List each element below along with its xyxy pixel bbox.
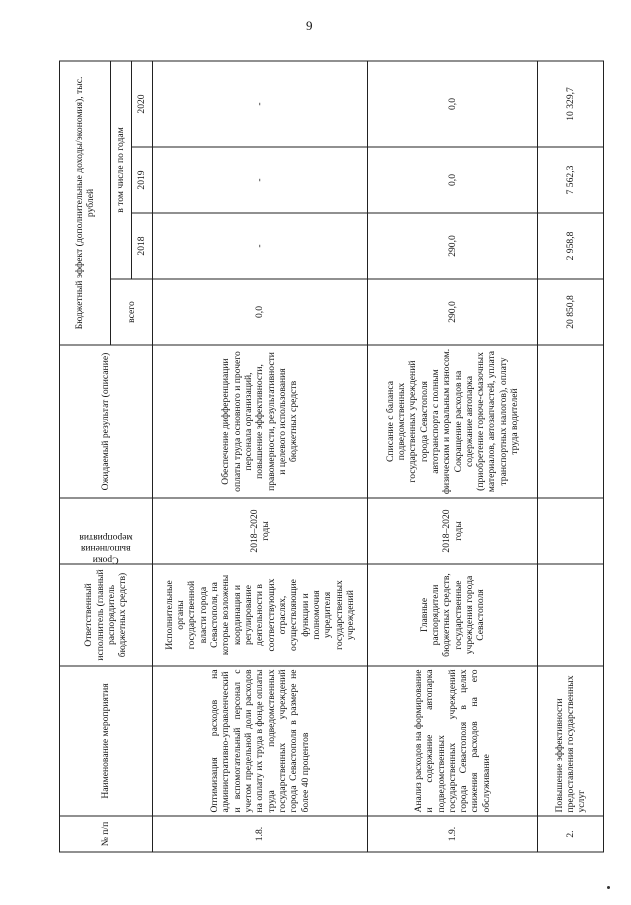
row-2018: 290,0 [368,213,538,279]
row-2019: - [153,147,368,213]
row-2018: - [153,213,368,279]
row-2019: 0,0 [368,147,538,213]
scan-speck [607,886,610,889]
budget-measures-table [59,60,604,852]
row-2020: 0,0 [368,61,538,147]
row-result [538,345,604,498]
row-total: 290,0 [368,279,538,345]
header-result: Ожидаемый результат (описание) [60,345,153,498]
header-num: № п/п [60,816,153,852]
row-num: 2. [538,816,604,852]
header-effect: Бюджетный эффект (дополнительные доходы/экономия), тыс. рублей [60,61,111,345]
row-name: Анализ расходов на формирование и содержание автопарка подведомственных государственных учреждений города Севастополя в целях снижения расходов на его обслуживание [368,666,538,816]
row-result: Списание с баланса подведомственных государственных учреждений города Севастополя автотранспорта с полным физическим и моральным износом. Сокращение расходов на содержание автопарка (приобретение горюче-смазочных материалов, автозапчастей, уплата транспортных налогов), оплату труда водителей [368,345,538,498]
row-executor [538,564,604,666]
header-2019: 2019 [132,147,153,213]
table-row [153,61,368,852]
row-2020: - [153,61,368,147]
row-num: 1.9. [368,816,538,852]
header-name: Наименование мероприятия [60,666,153,816]
row-name: Оптимизация расходов на административно-управленческий и вспомогательный персонал с учетом предельной доли расходов на оплату их труда в фонде оплаты труда подведомственных государственных учреждений города Севастополя в размере не более 40 процентов [153,666,368,816]
row-executor: Исполнительные органы государственной власти города Севастополя, на которые возложены координация и регулирование деятельности в соответствующих отраслях, осуществляющие функции и полномочия учредителя государственных учреждений [153,564,368,666]
row-2020: 10 329,7 [538,61,604,147]
table-row [538,61,604,852]
row-name: Повышение эффективности предоставления государственных услуг [538,666,604,816]
rotated-table-wrapper [59,62,588,853]
header-terms-text: Сроки выполнения мероприятия [79,532,133,566]
row-num: 1.8. [153,816,368,852]
header-executor: Ответственный исполнитель (главный распорядитель бюджетных средств) [60,564,153,666]
row-total: 20 850,8 [538,279,604,345]
header-terms [60,498,153,564]
header-row-1 [60,61,111,852]
header-2018: 2018 [132,213,153,279]
header-2020: 2020 [132,61,153,147]
row-terms: 2018–2020 годы [368,498,538,564]
row-terms: 2018–2020 годы [153,498,368,564]
header-by-years: в том числе по годам [111,61,132,279]
row-result: Обеспечение дифференциации оплаты труда основного и прочего персонала организаций, повышение эффективности, правомерности, результативности и целевого использования бюджетных средств [153,345,368,498]
table-row [368,61,538,852]
row-terms [538,498,604,564]
row-total: 0,0 [153,279,368,345]
row-executor: Главные распорядители бюджетных средств, государственные учреждения города Севастополя [368,564,538,666]
page-number: 9 [306,18,313,33]
header-total: всего [111,279,153,345]
row-2019: 7 562,3 [538,147,604,213]
row-2018: 2 958,8 [538,213,604,279]
